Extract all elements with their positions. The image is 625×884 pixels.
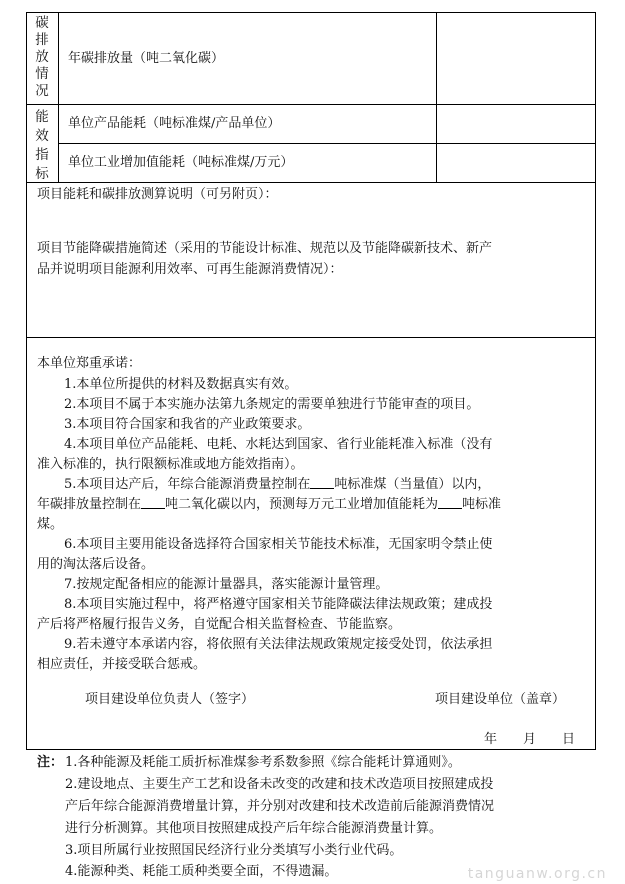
unit-product-energy-value-cell[interactable] (437, 105, 595, 143)
category-column-divider (58, 12, 59, 182)
commitment-item-8-line2: 产后将严格履行报告义务，自觉配合相关监督检查、节能监察。 (37, 617, 402, 632)
commitment-item-4-line1: 4.本项目单位产品能耗、电耗、水耗达到国家、省行业能耗准入标准（没有 (64, 437, 493, 452)
measures-label-line2: 品并说明项目能源利用效率、可再生能源消费情况）： (37, 262, 343, 277)
annual-carbon-blank[interactable] (141, 496, 165, 509)
carbon-emission-value-cell[interactable] (437, 13, 595, 104)
commitment-item-9-line2: 相应责任，并接受联合惩戒。 (37, 657, 207, 672)
calc-note-label: 项目能耗和碳排放测算说明（可另附页）： (37, 187, 278, 202)
site-watermark: tanguanw.org.cn (467, 866, 607, 882)
carbon-category-label (30, 15, 54, 100)
commitment-item-1: 1.本单位所提供的材料及数据真实有效。 (64, 377, 298, 392)
commitment-item-5-line2 (37, 496, 501, 513)
commitment-item-5-text-d: 吨二氧化碳以内，预测每万元工业增加值能耗为 (165, 497, 439, 512)
signer-right-label: 项目建设单位（盖章） (435, 692, 566, 707)
notes-label: 注： (37, 755, 64, 770)
unit-industrial-energy-label: 单位工业增加值能耗（吨标准煤/万元） (68, 155, 294, 170)
unit-industrial-energy-value-cell[interactable] (437, 144, 595, 182)
note-3: 3.项目所属行业按照国民经济行业分类填写小类行业代码。 (65, 843, 403, 858)
efficiency-category-label (30, 108, 54, 184)
commitment-item-3: 3.本项目符合国家和我省的产业政策要求。 (64, 417, 311, 432)
commitment-item-6-line1: 6.本项目主要用能设备选择符合国家相关节能技术标准，无国家明令禁止使 (64, 537, 493, 552)
table-border-bottom (26, 749, 596, 750)
commitment-item-4-line2: 准入标准的，执行限额标准或地方能效指南）。 (37, 457, 304, 472)
table-border-left (26, 12, 27, 750)
date-line: 年 月 日 (484, 732, 576, 747)
unit-product-energy-label: 单位产品能耗（吨标准煤/产品单位） (68, 116, 281, 131)
commitment-intro: 本单位郑重承诺： (37, 356, 142, 371)
note-1: 1.各种能源及耗能工质折标准煤参考系数参照《综合能耗计算通则》。 (65, 755, 461, 770)
note-2-line3: 进行分析测算。其他项目按照建成投产后年综合能源消费量计算。 (65, 821, 443, 836)
row-divider-table-end (26, 182, 596, 183)
commitment-item-2: 2.本项目不属于本实施办法第九条规定的需要单独进行节能审查的项目。 (64, 397, 480, 412)
carbon-emission-row-label: 年碳排放量（吨二氧化碳） (68, 51, 225, 66)
commitment-item-5-line3: 煤。 (37, 517, 64, 532)
commitment-item-5-text-c: 年碳排放量控制在 (37, 497, 142, 512)
carbon-category-text: 碳排放情况 (35, 15, 49, 99)
annual-energy-blank[interactable] (310, 476, 334, 489)
note-2-line2: 产后年综合能源消费增量计算，并分别对改建和技术改造前后能源消费情况 (65, 799, 495, 814)
commitment-item-5-text-b: 吨标准煤（当量值）以内， (334, 477, 491, 492)
commitment-item-5-text-a: 5.本项目达产后，年综合能源消费量控制在 (64, 477, 311, 492)
commitment-item-6-line2: 用的淘汰落后设备。 (37, 557, 155, 572)
efficiency-category-text: 能效指标 (35, 109, 49, 182)
measures-label-line1: 项目节能降碳措施简述（采用的节能设计标准、规范以及节能降碳新技术、新产 (37, 241, 493, 256)
note-2-line1: 2.建设地点、主要生产工艺和设备未改变的改建和技术改造项目按照建成投 (65, 777, 494, 792)
commitment-item-5-text-e: 吨标准 (462, 497, 502, 512)
commitment-item-7: 7.按规定配备相应的能源计量器具，落实能源计量管理。 (64, 577, 389, 592)
note-4: 4.能源种类、耗能工质种类要全面，不得遗漏。 (65, 864, 338, 879)
commitment-item-9-line1: 9.若未遵守本承诺内容，将依照有关法律法规政策规定接受处罚，依法承担 (64, 637, 493, 652)
commitment-item-5-line1 (64, 476, 490, 493)
industrial-energy-blank[interactable] (438, 496, 462, 509)
commitment-item-8-line1: 8.本项目实施过程中，将严格遵守国家相关节能降碳法律法规政策；建成投 (64, 597, 493, 612)
row-divider-measures (26, 337, 596, 338)
signer-left-label: 项目建设单位负责人（签字） (85, 692, 255, 707)
table-border-right (595, 12, 596, 750)
